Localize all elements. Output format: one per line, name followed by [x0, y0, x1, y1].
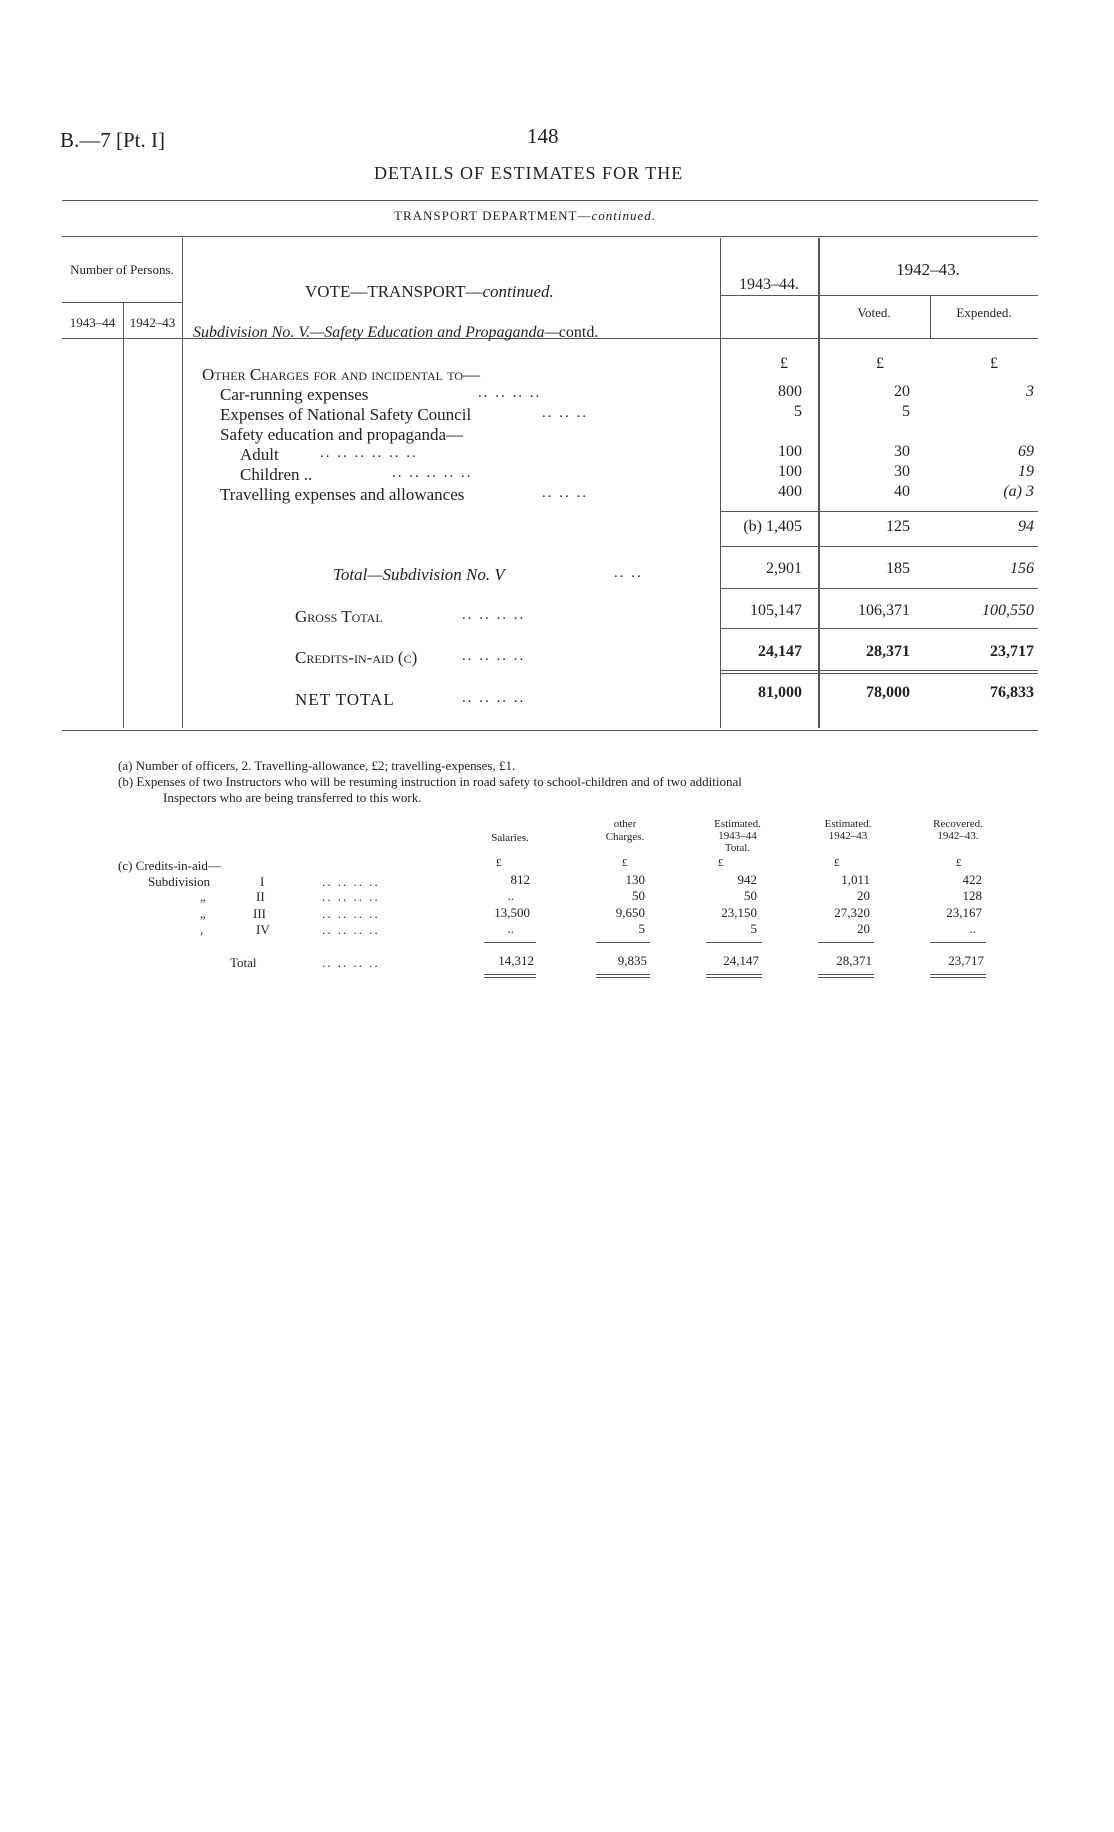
currency-expended: £ — [990, 355, 998, 372]
ct-row-num: I — [260, 874, 265, 889]
ct-header-other: other Charges. — [605, 818, 645, 843]
persons-col-1943: 1943–44 — [69, 315, 116, 330]
row-label: Expenses of National Safety Council — [220, 405, 472, 424]
ct-other: 5 — [638, 921, 645, 936]
row-est: 800 — [778, 383, 802, 400]
ct-est1943: 50 — [744, 888, 757, 903]
ct-est1943: 942 — [737, 872, 757, 887]
subdivision-title: Subdivision No. V.—Safety Education and Propaganda—contd. — [193, 324, 599, 341]
net-expended: 76,833 — [990, 684, 1034, 701]
ct-row-prefix: „ — [200, 906, 206, 921]
ct-other: 130 — [625, 872, 645, 887]
page-subtitle: TRANSPORT DEPARTMENT—continued. — [394, 208, 657, 223]
row-est: 100 — [778, 463, 802, 480]
footnote-b-cont: Inspectors who are being transferred to this work. — [163, 790, 422, 805]
ct-row-prefix: „ — [200, 889, 206, 904]
credits-label: Credits-in-aid (c) — [295, 648, 418, 667]
ct-pound: £ — [834, 857, 840, 869]
row-leader: .. .. .. .. .. — [392, 465, 473, 481]
ct-est1942: 1,011 — [841, 872, 870, 887]
ct-row-leader: .. .. .. .. — [322, 906, 380, 921]
subtotal-voted: 125 — [886, 518, 910, 535]
gross-voted: 106,371 — [858, 602, 910, 619]
row-expended: 19 — [1018, 463, 1034, 480]
ct-header-recovered: Recovered. 1942–43. — [933, 818, 983, 842]
row-est: 100 — [778, 443, 802, 460]
document-reference: B.—7 [Pt. I] — [60, 128, 165, 152]
credits-voted: 28,371 — [866, 643, 910, 660]
net-total-label: NET TOTAL — [295, 690, 395, 709]
ct-pound: £ — [718, 857, 724, 869]
total-voted: 185 — [886, 560, 910, 577]
gross-est: 105,147 — [750, 602, 802, 619]
row-voted: 40 — [894, 483, 910, 500]
col-header-expended: Expended. — [956, 305, 1012, 320]
page-title: DETAILS OF ESTIMATES FOR THE — [374, 163, 684, 183]
ct-salaries: 812 — [510, 872, 530, 887]
ct-est1942: 20 — [857, 921, 870, 936]
row-leader: .. .. — [614, 565, 643, 581]
ct-total-salaries: 14,312 — [498, 953, 534, 968]
row-label: Car-running expenses — [220, 385, 369, 404]
ct-row-num: IV — [256, 922, 270, 937]
row-expended: 3 — [1026, 383, 1034, 400]
row-leader: .. .. .. — [542, 405, 588, 421]
row-expended: (a) 3 — [1003, 483, 1034, 500]
net-voted: 78,000 — [866, 684, 910, 701]
row-label: Children .. — [240, 465, 313, 484]
ct-est1943: 23,150 — [721, 905, 757, 920]
row-leader: .. .. .. — [542, 485, 588, 501]
ct-row-leader: .. .. .. .. — [322, 889, 380, 904]
ct-pound: £ — [956, 857, 962, 869]
total-expended: 156 — [1010, 560, 1034, 577]
ct-other: 50 — [632, 888, 645, 903]
credits-expended: 23,717 — [990, 643, 1034, 660]
subtotal-expended: 94 — [1018, 518, 1034, 535]
total-est: 2,901 — [766, 560, 802, 577]
row-leader: .. .. .. .. — [462, 607, 526, 623]
ct-total-recovered: 23,717 — [948, 953, 984, 968]
credits-est: 24,147 — [758, 643, 802, 660]
ct-pound: £ — [622, 857, 628, 869]
row-leader: .. .. .. .. — [462, 690, 526, 706]
ct-salaries: 13,500 — [494, 905, 530, 920]
ct-row-leader: .. .. .. .. — [322, 955, 380, 970]
row-label: Adult — [240, 445, 279, 464]
currency-1943: £ — [780, 355, 788, 372]
ct-row-leader: .. .. .. .. — [322, 922, 380, 937]
row-leader: .. .. .. .. — [478, 385, 542, 401]
ct-est1943: 5 — [750, 921, 757, 936]
ct-row-num: II — [256, 889, 265, 904]
col-header-1942: 1942–43. — [896, 260, 960, 279]
col-header-voted: Voted. — [857, 305, 891, 320]
gross-total-label: Gross Total — [295, 607, 383, 626]
row-leader: .. .. .. .. .. .. — [320, 445, 418, 461]
ct-row-prefix: , — [200, 922, 204, 937]
row-voted: 30 — [894, 463, 910, 480]
ct-est1942: 20 — [857, 888, 870, 903]
persons-header: Number of Persons. — [70, 262, 174, 277]
ct-label: (c) Credits-in-aid— — [118, 858, 221, 873]
ct-est1942: 27,320 — [834, 905, 870, 920]
subtotal-est: (b) 1,405 — [743, 518, 802, 535]
ct-subdivision-word: Subdivision — [148, 874, 211, 889]
row-voted: 20 — [894, 383, 910, 400]
ct-row-leader: .. .. .. .. — [322, 874, 380, 889]
ct-recovered: 128 — [962, 888, 982, 903]
net-est: 81,000 — [758, 684, 802, 701]
row-voted: 30 — [894, 443, 910, 460]
footnote-a: (a) Number of officers, 2. Travelling-allowance, £2; travelling-expenses, £1. — [118, 758, 516, 773]
section-heading: Other Charges for and incidental to— — [202, 365, 481, 384]
row-leader: .. .. .. .. — [462, 648, 526, 664]
ct-header-est1943: Estimated. 1943–44 Total. — [714, 818, 761, 854]
row-est: 5 — [794, 403, 802, 420]
page-number: 148 — [527, 124, 559, 148]
ct-other: 9,650 — [615, 905, 645, 920]
ct-total-est1942: 28,371 — [836, 953, 872, 968]
ct-row-num: III — [253, 906, 266, 921]
ct-total-est1943: 24,147 — [723, 953, 759, 968]
ct-recovered: 23,167 — [946, 905, 982, 920]
gross-expended: 100,550 — [982, 602, 1034, 619]
ct-salaries: .. — [507, 888, 514, 903]
ct-recovered: 422 — [962, 872, 982, 887]
row-label: Safety education and propaganda— — [220, 425, 464, 444]
ct-header-salaries: Salaries. — [491, 832, 529, 844]
ct-recovered: .. — [969, 921, 976, 936]
persons-col-1942: 1942–43 — [129, 315, 176, 330]
row-est: 400 — [778, 483, 802, 500]
row-voted: 5 — [902, 403, 910, 420]
ct-total-label: Total — [230, 955, 257, 970]
vote-title: VOTE—TRANSPORT—continued. — [305, 282, 554, 301]
ct-header-est1942: Estimated. 1942–43 — [824, 818, 872, 842]
ct-salaries: .. — [507, 921, 514, 936]
row-label: Travelling expenses and allowances — [220, 485, 465, 504]
currency-voted: £ — [876, 355, 884, 372]
total-subdivision-label: Total—Subdivision No. V — [333, 565, 505, 584]
ct-total-other: 9,835 — [617, 953, 647, 968]
col-header-1943: 1943–44. — [739, 276, 799, 293]
footnote-b: (b) Expenses of two Instructors who will be resuming instruction in road safety to school-children and of two additional — [118, 774, 742, 789]
row-expended: 69 — [1018, 443, 1034, 460]
ct-pound: £ — [496, 857, 502, 869]
